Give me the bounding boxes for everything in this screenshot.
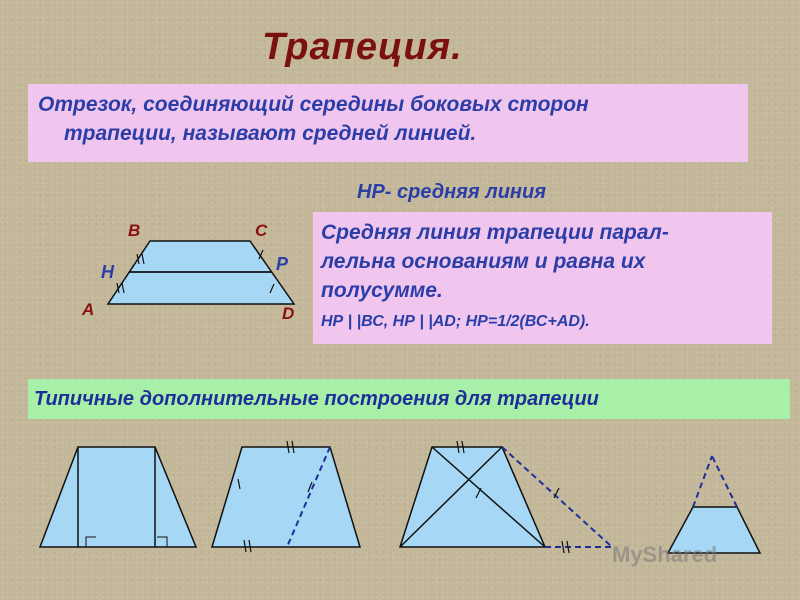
label-p: Р: [276, 254, 289, 274]
label-b: В: [128, 221, 141, 240]
theorem-line-1: Средняя линия трапеции парал-: [321, 221, 669, 244]
trapezoid-midline-figure: [81, 221, 294, 323]
label-a: А: [82, 300, 95, 319]
theorem-formula: НР | |ВС, НР | |АD; НР=1/2(ВС+АD).: [321, 313, 590, 330]
page-title: Трапеция.: [262, 26, 463, 68]
label-h: Н: [101, 262, 114, 282]
extension-right: [712, 456, 737, 507]
label-d: D: [282, 304, 295, 323]
definition-line-2: трапеции, называют средней линией.: [64, 122, 477, 145]
definition-line-1: Отрезок, соединяющий середины боковых сторон: [38, 93, 589, 116]
construction-extended-sides: [668, 456, 760, 553]
watermark-logo: MyShared: [612, 542, 718, 567]
theorem-line-2: лельна основаниям и равна их: [321, 250, 646, 273]
midline-label: НР- средняя линия: [357, 181, 546, 203]
construction-parallel-side: [212, 441, 360, 552]
construction-heights: [40, 447, 196, 547]
construction-diagonal-shift: [400, 441, 612, 553]
extension-left: [693, 456, 712, 507]
label-c: С: [255, 221, 268, 240]
theorem-line-3: полусумме.: [321, 279, 443, 302]
typical-constructions-banner: Типичные дополнительные построения для трапеции: [28, 379, 790, 419]
